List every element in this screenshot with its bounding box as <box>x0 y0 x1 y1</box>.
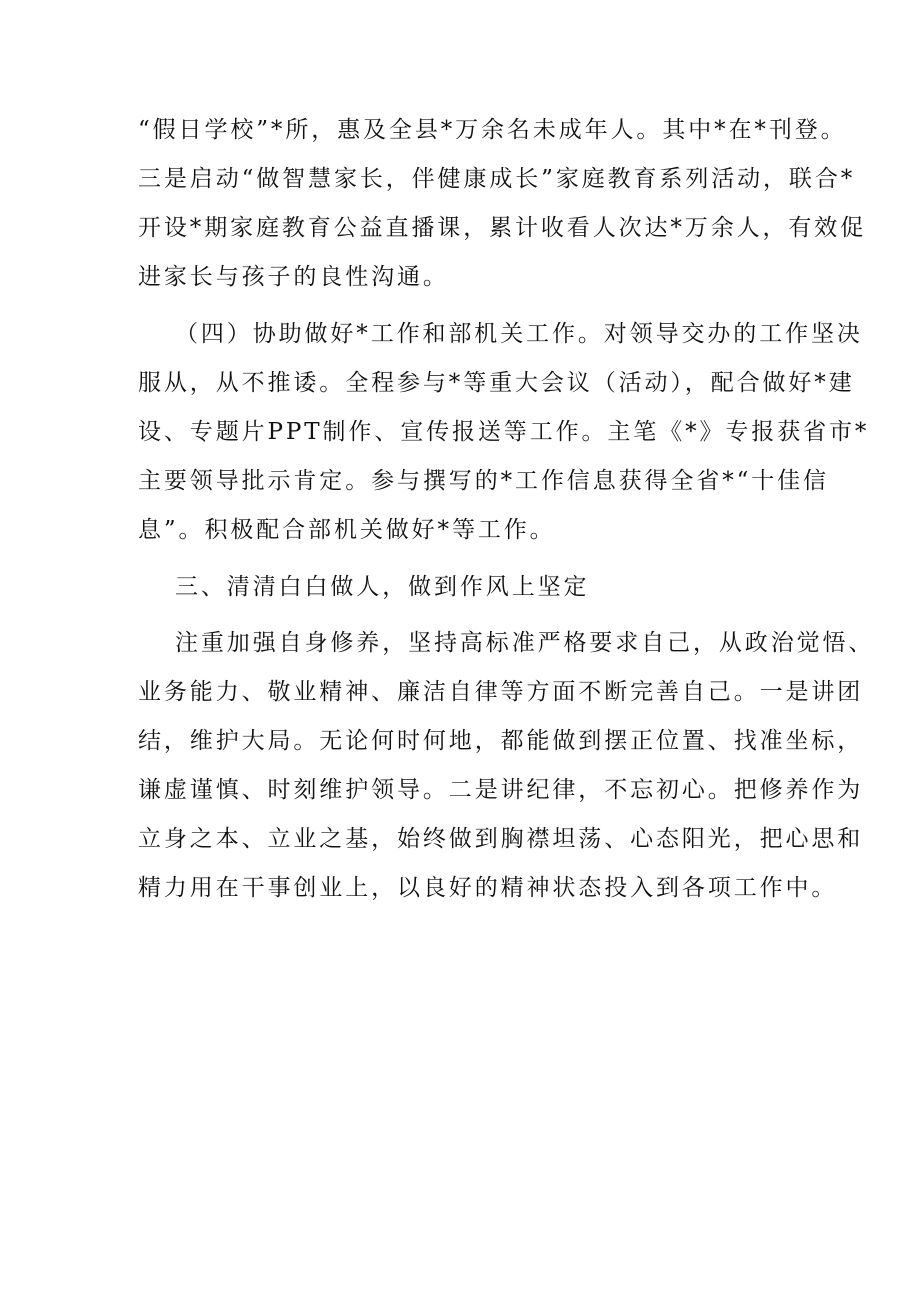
paragraph-3-line-5: 立身之本、立业之基，始终做到胸襟坦荡、心态阳光，把心思和 <box>138 826 864 852</box>
paragraph-2-line-1: （四）协助做好*工作和部机关工作。对领导交办的工作坚决 <box>175 321 863 347</box>
paragraph-2-line-2: 服从，从不推诿。全程参与*等重大会议（活动），配合做好*建 <box>138 370 855 396</box>
paragraph-2-line-5: 息”。积极配合部机关做好*等工作。 <box>138 517 556 543</box>
paragraph-2-line-4: 主要领导批示肯定。参与撰写的*工作信息获得全省*“十佳信 <box>138 468 829 494</box>
paragraph-3-line-2: 业务能力、敬业精神、廉洁自律等方面不断完善自己。一是讲团 <box>138 679 864 705</box>
paragraph-1-line-1: “假日学校”*所，惠及全县*万余名未成年人。其中*在*刊登。 <box>138 117 847 143</box>
paragraph-1-line-2: 三是启动“做智慧家长，伴健康成长”家庭教育系列活动，联合* <box>138 166 856 192</box>
paragraph-3-line-1: 注重加强自身修养，坚持高标准严格要求自己，从政治觉悟、 <box>175 630 875 656</box>
paragraph-3-line-3: 结，维护大局。无论何时何地，都能做到摆正位置、找准坐标， <box>138 728 864 754</box>
paragraph-3-line-4: 谦虚谨慎、时刻维护领导。二是讲纪律，不忘初心。把修养作为 <box>138 777 864 803</box>
paragraph-1-line-3: 开设*期家庭教育公益直播课，累计收看人次达*万余人，有效促 <box>138 215 867 241</box>
section-heading-3: 三、清清白白做人，做到作风上坚定 <box>175 574 590 600</box>
paragraph-2-line-3: 设、专题片PPT制作、宣传报送等工作。主笔《*》专报获省市* <box>138 419 870 445</box>
paragraph-3-line-6: 精力用在干事创业上，以良好的精神状态投入到各项工作中。 <box>138 875 838 901</box>
paragraph-1-line-4: 进家长与孩子的良性沟通。 <box>138 264 449 290</box>
